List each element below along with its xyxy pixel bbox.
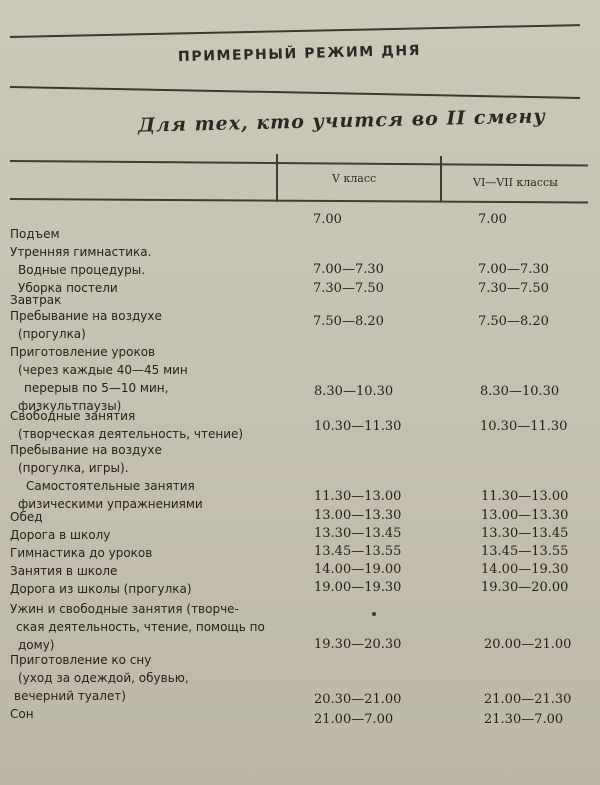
time-vi-vii-class: 10.30—11.30 (480, 419, 568, 434)
row-label-line: Пребывание на воздухе (10, 309, 162, 323)
time-v-class: 7.00 (313, 212, 342, 227)
row-label-line: Водные процедуры. (18, 263, 146, 277)
time-v-class: 8.30—10.30 (314, 384, 394, 399)
time-vi-vii-class: 14.00—19.30 (481, 562, 569, 577)
time-v-class: 20.30—21.00 (314, 692, 402, 707)
table-row-label (10, 508, 43, 526)
time-v-class: 7.30—7.50 (313, 281, 384, 296)
table-subtitle: Для тех, кто учится во II смену (137, 105, 547, 137)
time-vi-vii-class: 7.00 (478, 212, 507, 227)
table-row-label (10, 343, 188, 415)
row-label-line: (прогулка, игры). (18, 461, 129, 475)
time-v-class: 13.30—13.45 (314, 526, 402, 541)
table-header-border (10, 198, 588, 203)
table-row-label (10, 562, 117, 580)
table-row-label (10, 307, 162, 343)
time-v-class: 19.30—20.30 (314, 637, 402, 652)
time-v-class: 10.30—11.30 (314, 419, 402, 434)
row-label-line: Уборка постели (18, 281, 118, 295)
time-vi-vii-class: 21.00—21.30 (484, 692, 572, 707)
time-vi-vii-class: 13.00—13.30 (481, 508, 569, 523)
row-label-line: ская деятельность, чтение, помощь по (16, 620, 265, 634)
table-row-label (10, 407, 243, 443)
time-v-class: 7.00—7.30 (313, 262, 384, 277)
row-label-line: Ужин и свободные занятия (творче- (10, 602, 239, 616)
row-label-line: (через каждые 40—45 мин (18, 363, 188, 377)
time-vi-vii-class: 13.30—13.45 (481, 526, 569, 541)
row-label-line: дому) (18, 638, 55, 652)
row-label-line: Обед (10, 510, 43, 524)
page-header: ПРИМЕРНЫЙ РЕЖИМ ДНЯ (177, 42, 422, 66)
time-vi-vii-class: 7.50—8.20 (478, 314, 549, 329)
row-label-line: Пребывание на воздухе (10, 443, 162, 457)
column-header-vi-vii: VI—VII классы (473, 176, 558, 189)
table-col-divider-1 (276, 154, 278, 202)
row-label-line: (уход за одеждой, обувью, (18, 671, 189, 685)
row-label-line: (прогулка) (18, 327, 86, 341)
table-row-label (10, 243, 151, 297)
row-label-line: Свободные занятия (10, 409, 136, 423)
row-label-line: Приготовление ко сну (10, 653, 152, 667)
table-row-label (10, 441, 203, 513)
row-label-line: Гимнастика до уроков (10, 546, 153, 560)
time-v-class: 19.00—19.30 (314, 580, 402, 595)
header-rule-top (10, 24, 580, 37)
time-vi-vii-class: 21.30—7.00 (484, 712, 564, 727)
table-row-label (10, 705, 34, 723)
row-label-line: Дорога из школы (прогулка) (10, 582, 192, 596)
time-vi-vii-class: 7.00—7.30 (478, 262, 549, 277)
time-vi-vii-class: 8.30—10.30 (480, 384, 560, 399)
row-label-line: Самостоятельные занятия (26, 479, 195, 493)
column-header-v: V класс (332, 172, 377, 185)
time-v-class: 13.45—13.55 (314, 544, 402, 559)
time-v-class: 21.00—7.00 (314, 712, 394, 727)
table-row-label (10, 225, 60, 243)
time-v-class: 14.00—19.00 (314, 562, 402, 577)
table-row-label (10, 600, 265, 654)
header-rule-bottom (10, 86, 580, 98)
row-label-line: Приготовление уроков (10, 345, 156, 359)
row-label-line: Утренняя гимнастика. (10, 245, 152, 259)
time-vi-vii-class: 11.30—13.00 (481, 489, 569, 504)
row-label-line: Завтрак (10, 293, 62, 307)
row-label-line: перерыв по 5—10 мин, (24, 381, 169, 395)
time-vi-vii-class: 13.45—13.55 (481, 544, 569, 559)
row-label-line: физкультпаузы) (18, 399, 122, 413)
row-label-line: физическими упражнениями (18, 497, 203, 511)
time-vi-vii-class: 7.30—7.50 (478, 281, 549, 296)
row-label-line: Сон (10, 707, 34, 721)
row-label-line: Подъем (10, 227, 60, 241)
time-vi-vii-class: 19.30—20.00 (481, 580, 569, 595)
row-label-line: (творческая деятельность, чтение) (18, 427, 244, 441)
table-row-label (10, 580, 192, 598)
row-label-line: Занятия в школе (10, 564, 118, 578)
time-v-class: 7.50—8.20 (313, 314, 384, 329)
row-label-line: Дорога в школу (10, 528, 111, 542)
time-v-class: 13.00—13.30 (314, 508, 402, 523)
table-row-label (10, 526, 110, 544)
time-v-class: 11.30—13.00 (314, 489, 402, 504)
row-label-line: вечерний туалет) (14, 689, 126, 703)
table-col-divider-2 (440, 156, 442, 202)
dot-mark (372, 612, 376, 616)
time-vi-vii-class: 20.00—21.00 (484, 637, 572, 652)
table-row-label (10, 544, 152, 562)
table-top-border (10, 160, 588, 166)
table-row-label (10, 651, 189, 705)
